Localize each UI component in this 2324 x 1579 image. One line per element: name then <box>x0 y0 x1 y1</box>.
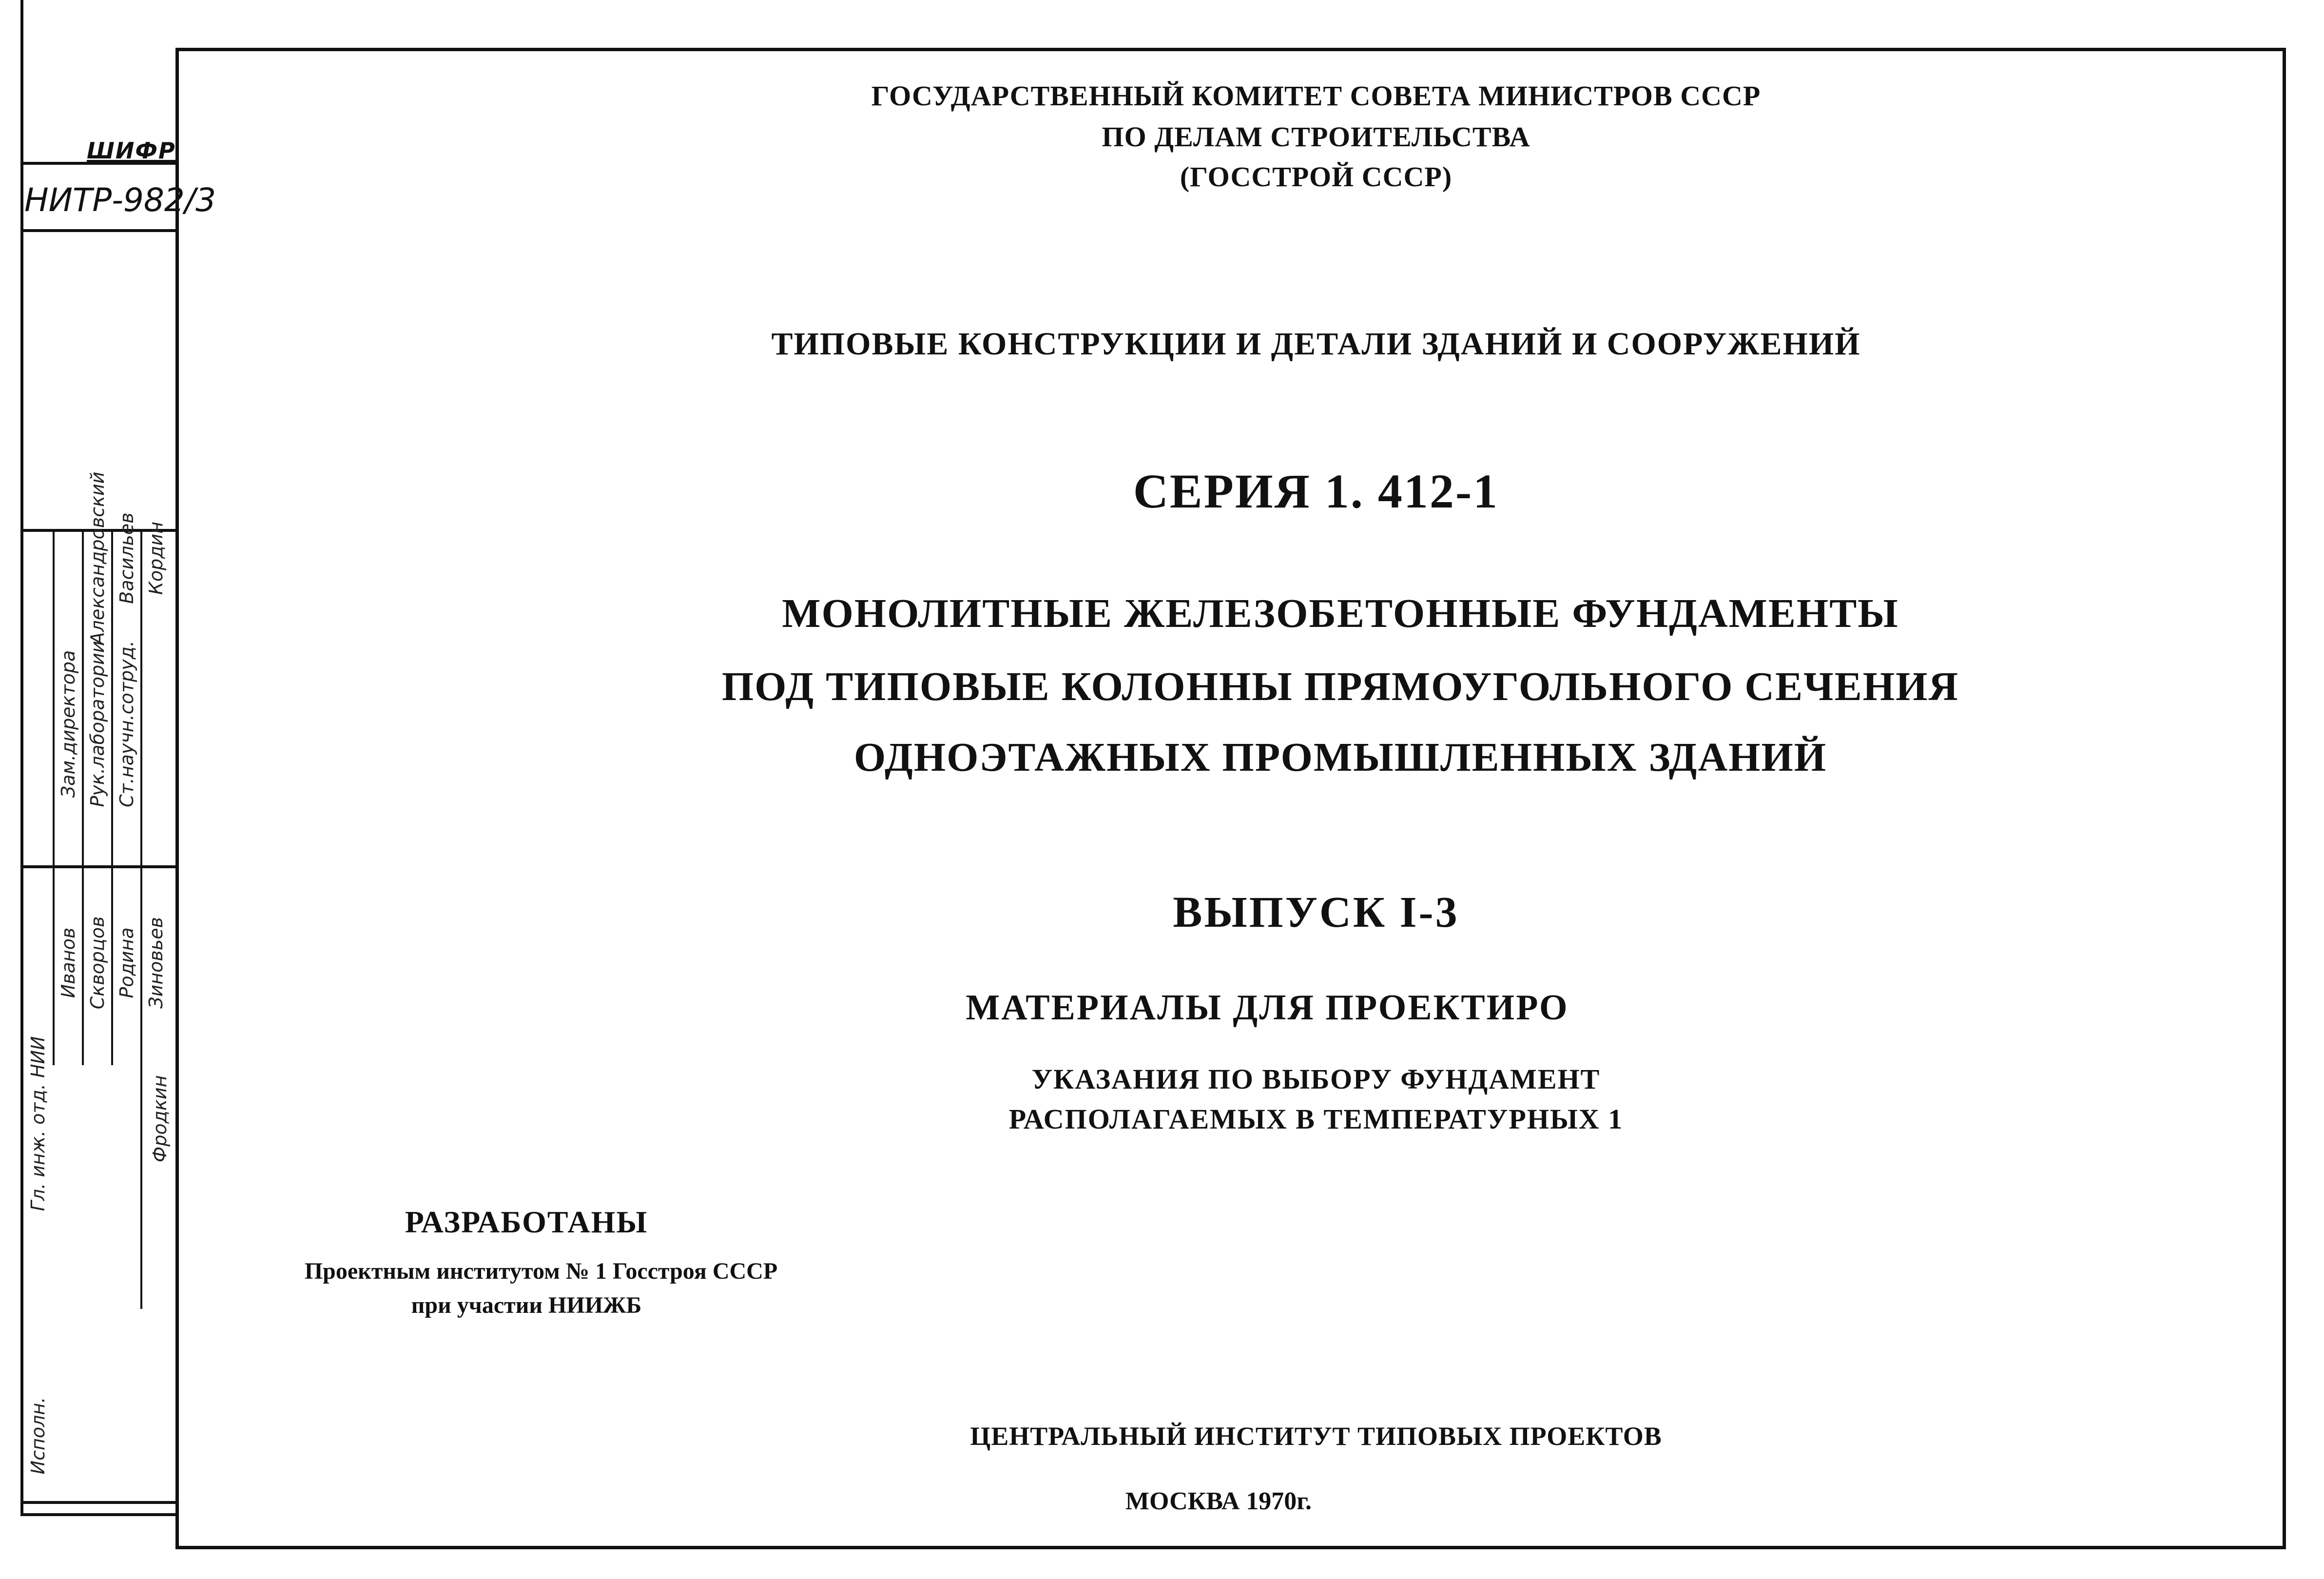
typical-structures-line: ТИПОВЫЕ КОНСТРУКЦИИ И ДЕТАЛИ ЗДАНИЙ И СООРУЖЕНИЙ <box>771 326 1861 362</box>
publication-city-year: МОСКВА 1970г. <box>1125 1487 1312 1515</box>
developed-line-1: Проектным институтом № 1 Госстроя СССР <box>304 1258 778 1284</box>
stamp-divider <box>23 229 175 232</box>
signature-cell: Иванов <box>58 927 79 998</box>
series-number: СЕРИЯ 1. 412-1 <box>1133 464 1499 518</box>
header-line-3: (ГОССТРОЙ СССР) <box>1180 161 1452 193</box>
left-bottom-rule <box>20 1513 176 1516</box>
signature-cell: Кордин <box>145 521 167 595</box>
signature-cell: Александровский <box>87 471 108 645</box>
signature-cell: Васильев <box>116 512 137 604</box>
indications-line-2: РАСПОЛАГАЕМЫХ В ТЕМПЕРАТУРНЫХ 1 <box>1008 1103 1624 1135</box>
developed-heading: РАЗРАБОТАНЫ <box>405 1205 648 1239</box>
developed-line-2: при участии НИИЖБ <box>411 1292 642 1318</box>
code-stamp <box>23 136 216 234</box>
signature-cell: Рук.лаборатории <box>87 641 108 807</box>
code-value: НИТР-982/3 <box>24 181 216 219</box>
document-title-line-2: ПОД ТИПОВЫЕ КОЛОННЫ ПРЯМОУГОЛЬНОГО СЕЧЕНИЯ <box>721 664 1959 709</box>
table-rule <box>23 865 175 868</box>
document-title-line-1: МОНОЛИТНЫЕ ЖЕЛЕЗОБЕТОННЫЕ ФУНДАМЕНТЫ <box>782 591 1899 636</box>
issue-number: ВЫПУСК I-3 <box>1173 888 1459 936</box>
signature-cell: Зам.директора <box>58 650 79 798</box>
signature-cell: Исполн. <box>27 1397 49 1475</box>
signature-cell: Зиновьев <box>145 917 167 1009</box>
signature-cell: Скворцов <box>87 916 108 1010</box>
signature-cell: Гл. инж. отд. НИИ <box>27 1036 49 1211</box>
header-line-1: ГОСУДАРСТВЕННЫЙ КОМИТЕТ СОВЕТА МИНИСТРОВ СССР <box>871 80 1761 112</box>
document-title-line-3: ОДНОЭТАЖНЫХ ПРОМЫШЛЕННЫХ ЗДАНИЙ <box>853 735 1827 780</box>
indications-line-1: УКАЗАНИЯ ПО ВЫБОРУ ФУНДАМЕНТ <box>1031 1063 1601 1095</box>
signature-cell: Ст.научн.сотруд. <box>116 641 137 807</box>
signature-table <box>23 471 175 1504</box>
table-rule <box>23 1501 175 1504</box>
publisher-institute: ЦЕНТРАЛЬНЫЙ ИНСТИТУТ ТИПОВЫХ ПРОЕКТОВ <box>970 1422 1662 1451</box>
signature-cell: Фродкин <box>149 1075 171 1163</box>
header-line-2: ПО ДЕЛАМ СТРОИТЕЛЬСТВА <box>1102 121 1530 153</box>
title-page-frame <box>175 48 2286 1549</box>
materials-heading: МАТЕРИАЛЫ ДЛЯ ПРОЕКТИРО <box>966 988 1569 1028</box>
code-label: ШИФР <box>87 137 176 164</box>
signature-cell: Родина <box>116 927 137 998</box>
